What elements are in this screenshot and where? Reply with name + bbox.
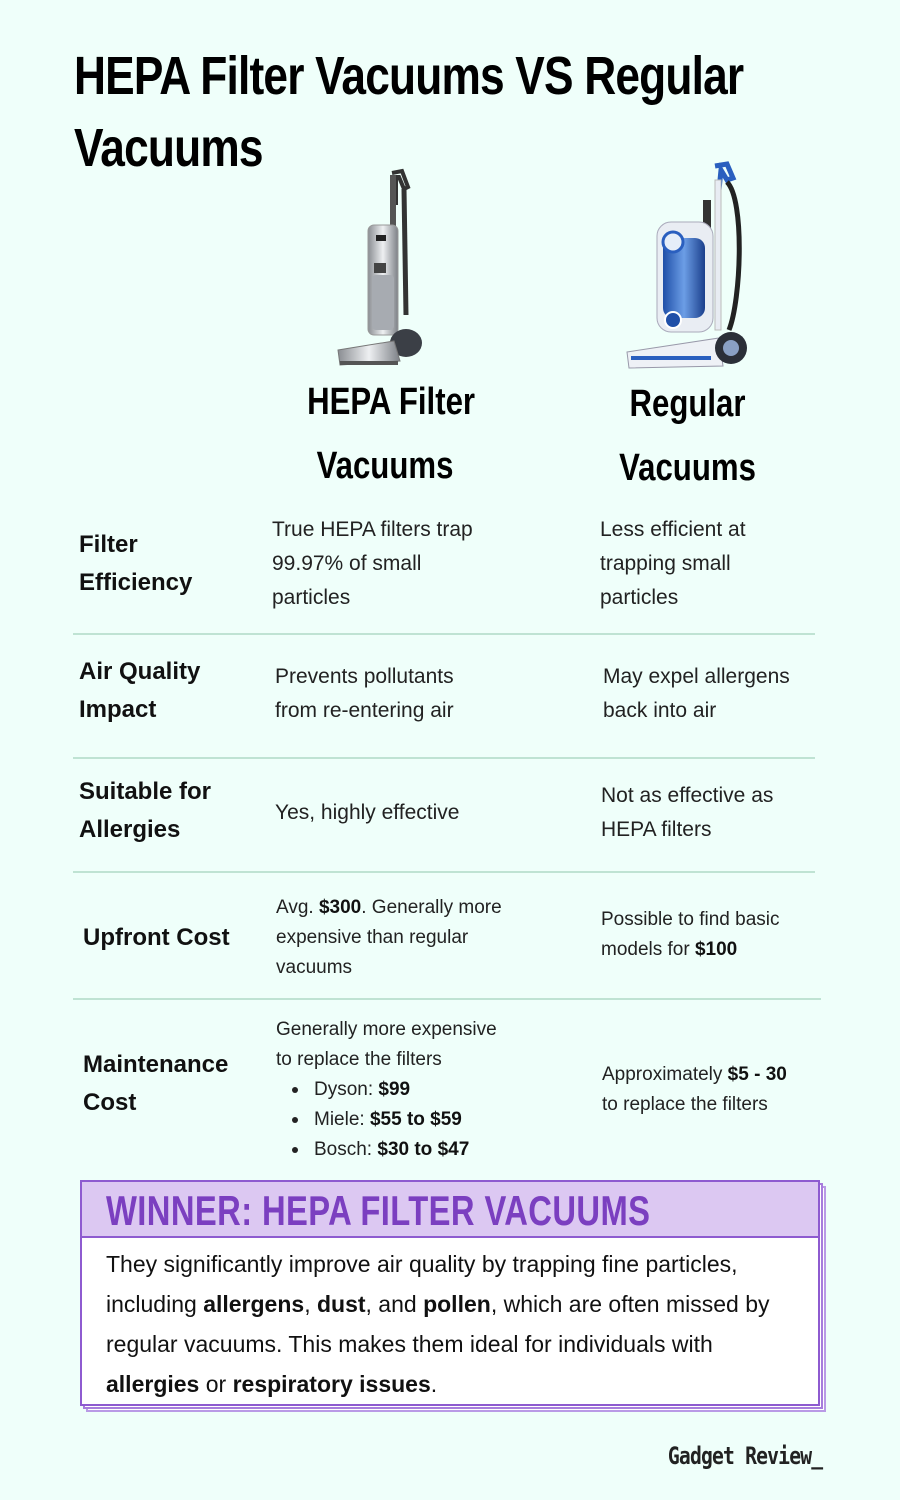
row-label-upfront-cost: Upfront Cost [83, 924, 230, 951]
column-header-hepa [290, 165, 480, 498]
list-item: Miele: $55 to $59 [292, 1105, 497, 1135]
cell-hepa-upfront-cost: Avg. $300. Generally more expensive than regular vacuums [276, 897, 502, 978]
cell-regular-filter-efficiency: Less efficient at trapping small particles [600, 518, 746, 609]
cell-hepa-allergies: Yes, highly effective [275, 801, 460, 824]
column-title-regular: Regular Vacuums [619, 383, 756, 489]
price-highlight: $300 [318, 897, 362, 918]
table-row [73, 759, 815, 873]
price-highlight: $100 [694, 939, 738, 960]
cell-regular-maintenance-cost: Approximately $5 - 30 to replace the filters [602, 1064, 787, 1115]
filter-price-list [292, 1075, 497, 1165]
cell-hepa-filter-efficiency: True HEPA filters trap 99.97% of small particles [272, 518, 473, 609]
list-item: Dyson: $99 [292, 1075, 497, 1105]
winner-header [82, 1182, 818, 1238]
row-label-filter-efficiency: Filter Efficiency [79, 531, 193, 596]
table-row [73, 873, 821, 1000]
table-row [73, 510, 815, 635]
cell-regular-upfront-cost: Possible to find basic models for $100 [601, 909, 780, 960]
list-item: Bosch: $30 to $47 [292, 1135, 497, 1165]
row-label-air-quality-impact: Air Quality Impact [79, 658, 201, 723]
table-row [73, 635, 815, 759]
cell-regular-air-quality: May expel allergens back into air [603, 665, 790, 722]
column-header-regular [590, 160, 785, 500]
winner-card [80, 1180, 820, 1406]
page-title: HEPA Filter Vacuums VS Regular Vacuums [74, 46, 744, 178]
winner-callout [80, 1180, 820, 1406]
winner-description: They significantly improve air quality by trapping fine particles, including allergens, dust, and pollen, which are often missed by regular vacuums. This makes them ideal for individuals with allergies or respiratory issues. [106, 1251, 770, 1397]
cell-hepa-air-quality: Prevents pollutants from re-entering air [275, 665, 454, 722]
cell-regular-allergies: Not as effective as HEPA filters [601, 784, 774, 841]
cell-hepa-maintenance-cost: Generally more expensive to replace the filters Dyson: $99 Miele: $55 to $59 Bosch: $30 to $47 [276, 1015, 497, 1165]
row-label-maintenance-cost: Maintenance Cost [83, 1051, 229, 1116]
winner-heading: WINNER: HEPA FILTER VACUUMS [106, 1187, 651, 1234]
column-title-hepa: HEPA Filter Vacuums [307, 381, 476, 487]
row-label-suitable-for-allergies: Suitable for Allergies [79, 778, 212, 843]
table-row [73, 1000, 821, 1170]
upright-vacuum-silver-icon [330, 165, 440, 370]
price-highlight: $5 - 30 [727, 1064, 787, 1085]
brand-logo: Gadget Review_ [667, 1442, 822, 1470]
upright-vacuum-blue-icon [623, 160, 753, 372]
